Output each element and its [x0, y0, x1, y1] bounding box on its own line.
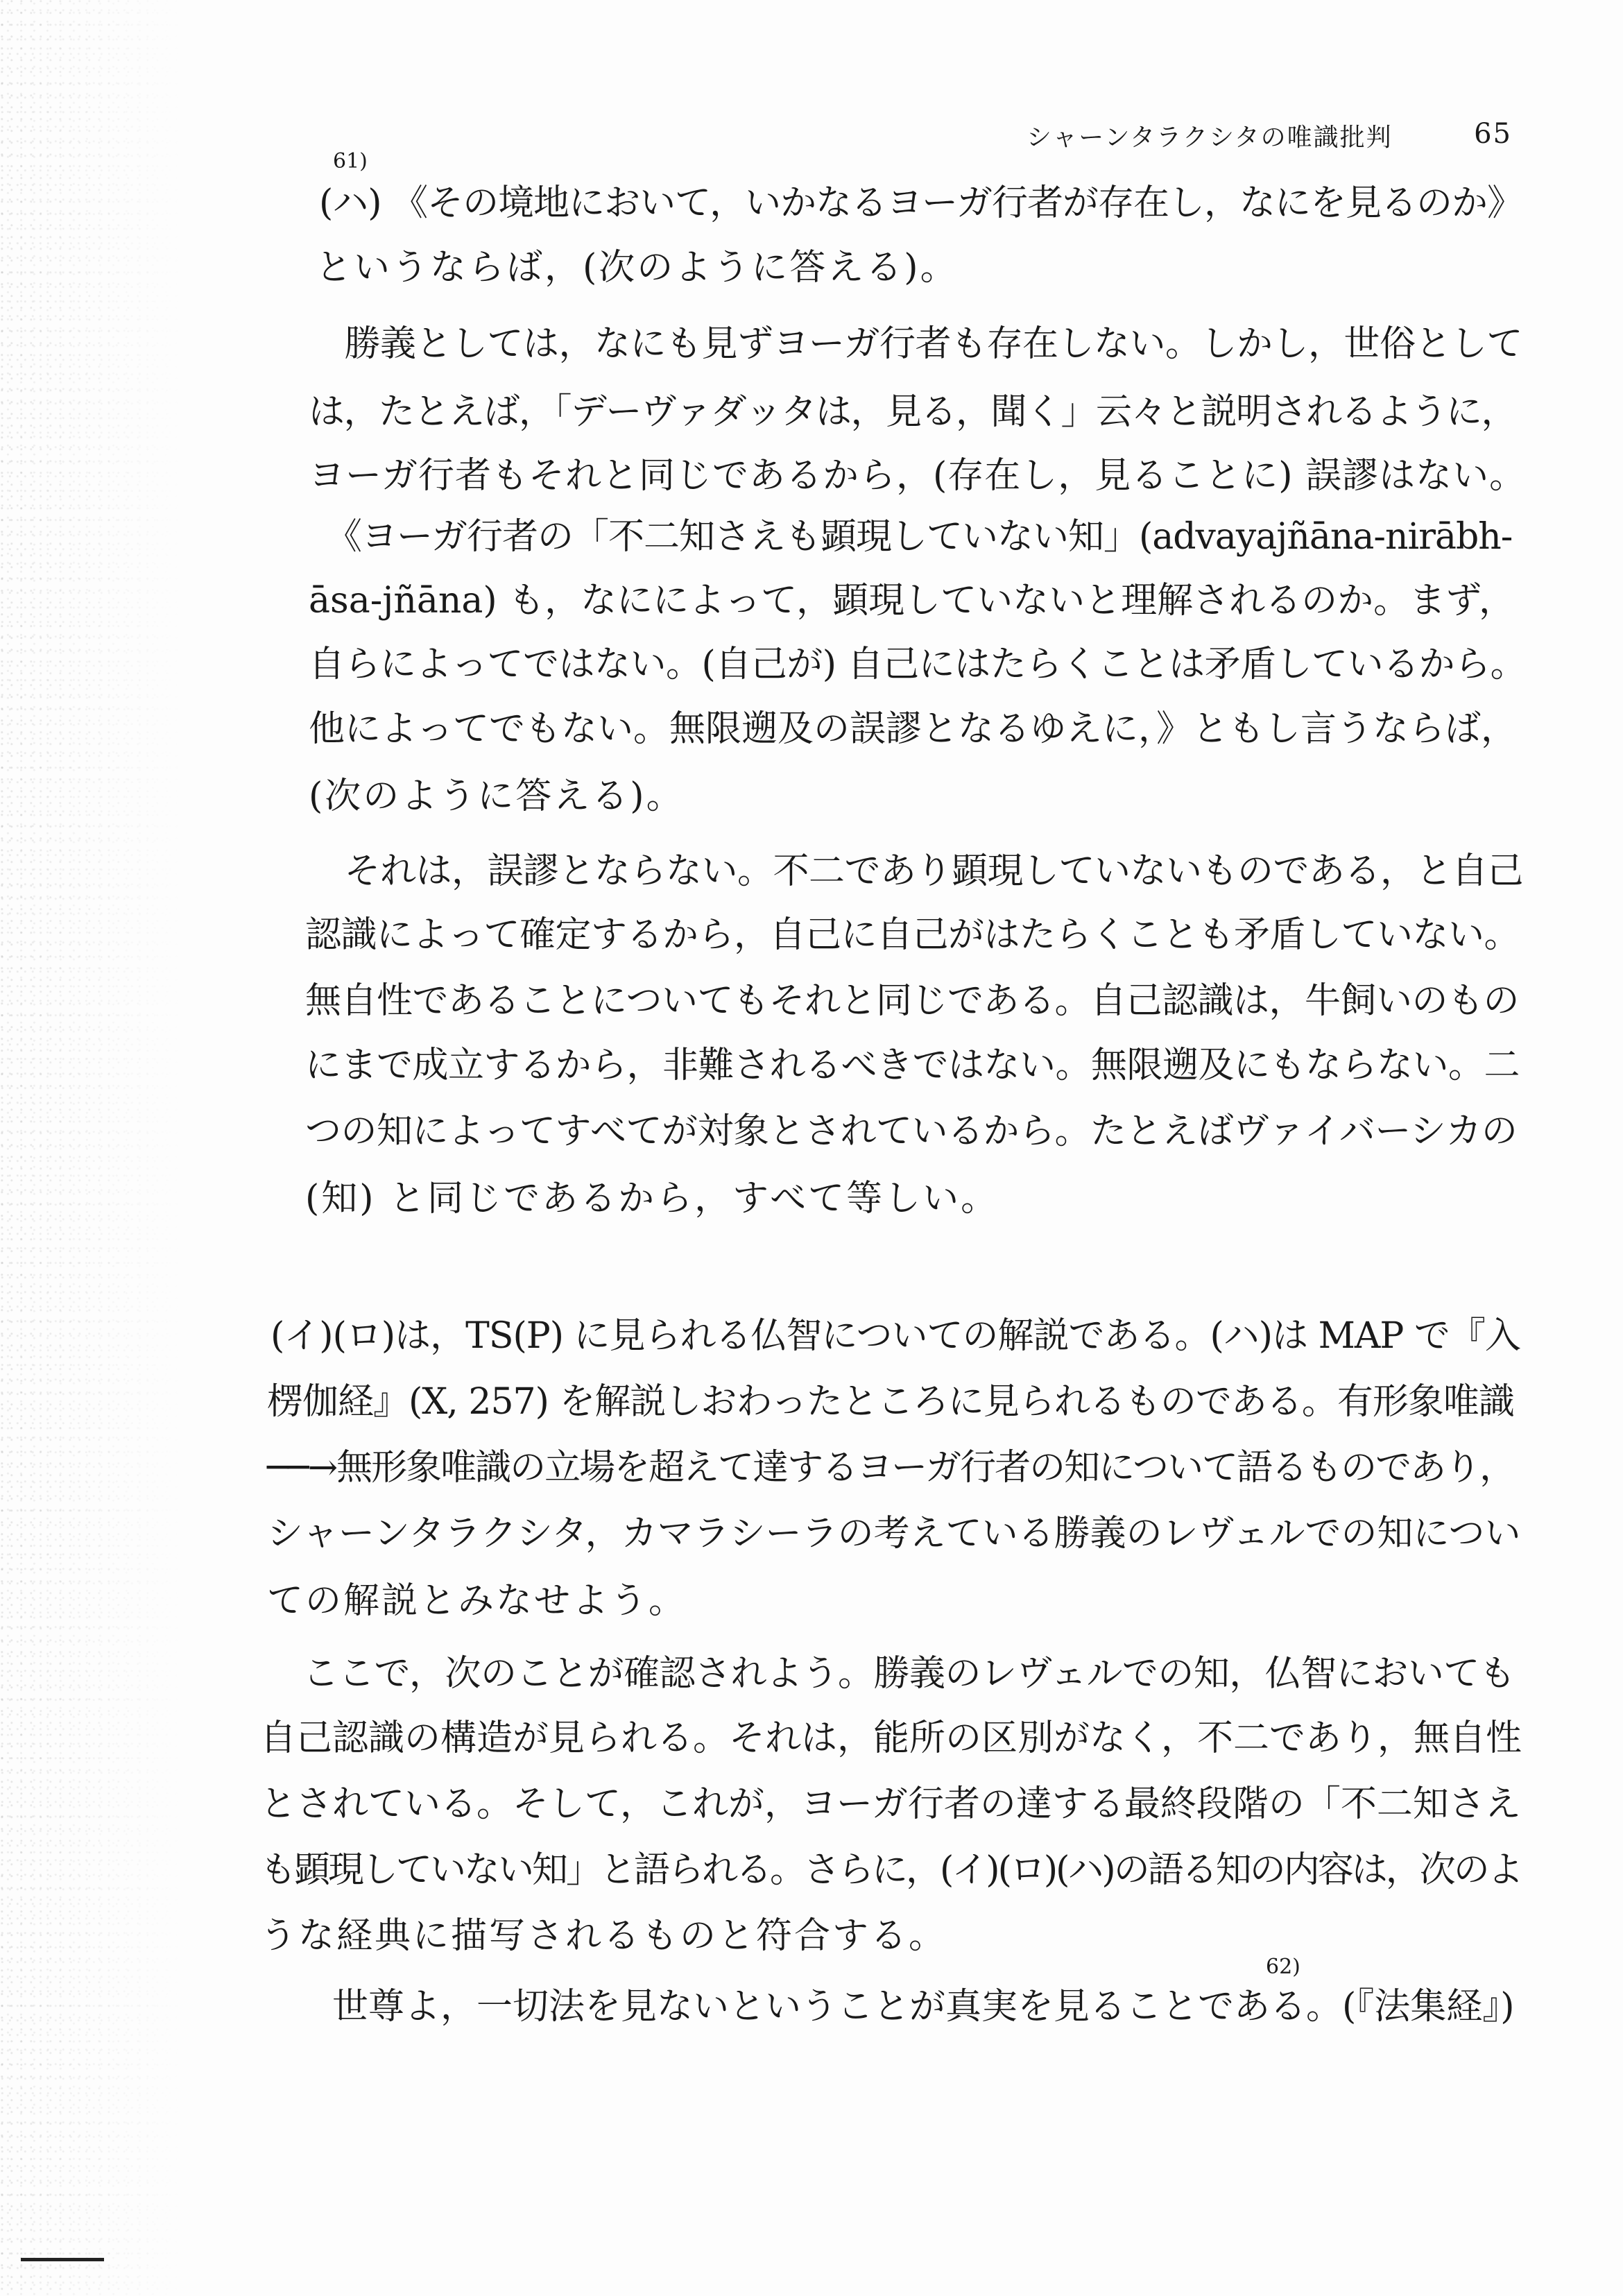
- footnote-marker-61: 61): [333, 149, 368, 173]
- body-line: ヨーガ行者もそれと同じであるから，(存在し，見ることに) 誤謬はない。: [309, 455, 1527, 497]
- body-line: 無自性であることについてもそれと同じである。自己認識は，牛飼いのもの: [305, 980, 1519, 1022]
- body-line: (次のように答える)。: [309, 776, 685, 817]
- body-line: も顕現していない知」と語られる。さらに，(イ)(ロ)(ハ)の語る知の内容は，次のよ: [260, 1849, 1522, 1891]
- body-line: というならば，(次のように答える)。: [316, 247, 959, 289]
- footnote-marker-62: 62): [1266, 1955, 1300, 1979]
- body-line: 自らによってではない。(自己が) 自己にはたらくことは矛盾しているから。: [309, 644, 1527, 685]
- body-line: それは，誤謬とならない。不二であり顕現していないものである，と自己: [309, 850, 1524, 892]
- body-line: 勝義としては，なにも見ずヨーガ行者も存在しない。しかし，世俗として: [309, 323, 1522, 365]
- body-line: (ハ) 《その境地において，いかなるヨーガ行者が存在し，なにを見るのか》: [319, 182, 1523, 224]
- body-line: āsa-jñāna) も，なにによって，顕現していないと理解されるのか。まず，: [309, 580, 1515, 622]
- scan-noise-fade: [0, 0, 180, 2296]
- corner-mark: [21, 2258, 104, 2261]
- body-line: は，たとえば，「デーヴァダッタは，見る，聞く」云々と説明されるように，: [309, 391, 1516, 433]
- body-line: とされている。そして，これが，ヨーガ行者の達する最終段階の「不二知さえ: [260, 1783, 1521, 1825]
- body-line: ──→無形象唯識の立場を超えて達するヨーガ行者の知について語るものであり，: [267, 1447, 1515, 1489]
- body-line: にまで成立するから，非難されるべきではない。無限遡及にもならない。二: [305, 1045, 1520, 1086]
- body-line: シャーンタラクシタ，カマラシーラの考えている勝義のレヴェルでの知につい: [267, 1513, 1521, 1554]
- body-line: ここで，次のことが確認されよう。勝義のレヴェルでの知，仏智においても: [267, 1653, 1515, 1695]
- body-line: 他によってでもない。無限遡及の誤謬となるゆえに，》ともし言うならば，: [309, 708, 1518, 750]
- body-line: (知) と同じであるから，すべて等しい。: [305, 1178, 999, 1219]
- body-line: (イ)(ロ)は，TS(P) に見られる仏智についての解説である。(ハ)は MAP で『入: [270, 1315, 1520, 1357]
- running-head-title: シャーンタラクシタの唯識批判: [1027, 123, 1393, 152]
- running-head: [1027, 118, 1512, 153]
- body-line: 世尊よ，一切法を見ないということが真実を見ることである。(『法集経』): [260, 1986, 1515, 2028]
- body-line: 自己認識の構造が見られる。それは，能所の区別がなく，不二であり，無自性: [260, 1717, 1522, 1759]
- page-number: 65: [1474, 118, 1512, 150]
- body-line: 楞伽経』(X, 257) を解説しおわったところに見られるものである。有形象唯識: [267, 1381, 1514, 1423]
- body-line: 《ヨーガ行者の「不二知さえも顕現していない知」(advayajñāna-nirābh-: [309, 516, 1513, 558]
- body-line: つの知によってすべてが対象とされているから。たとえばヴァイバーシカの: [305, 1111, 1518, 1152]
- body-line: うな経典に描写されるものと符合する。: [260, 1915, 947, 1957]
- body-line: 認識によって確定するから，自己に自己がはたらくことも矛盾していない。: [305, 914, 1520, 956]
- body-line: ての解説とみなせよう。: [267, 1580, 687, 1622]
